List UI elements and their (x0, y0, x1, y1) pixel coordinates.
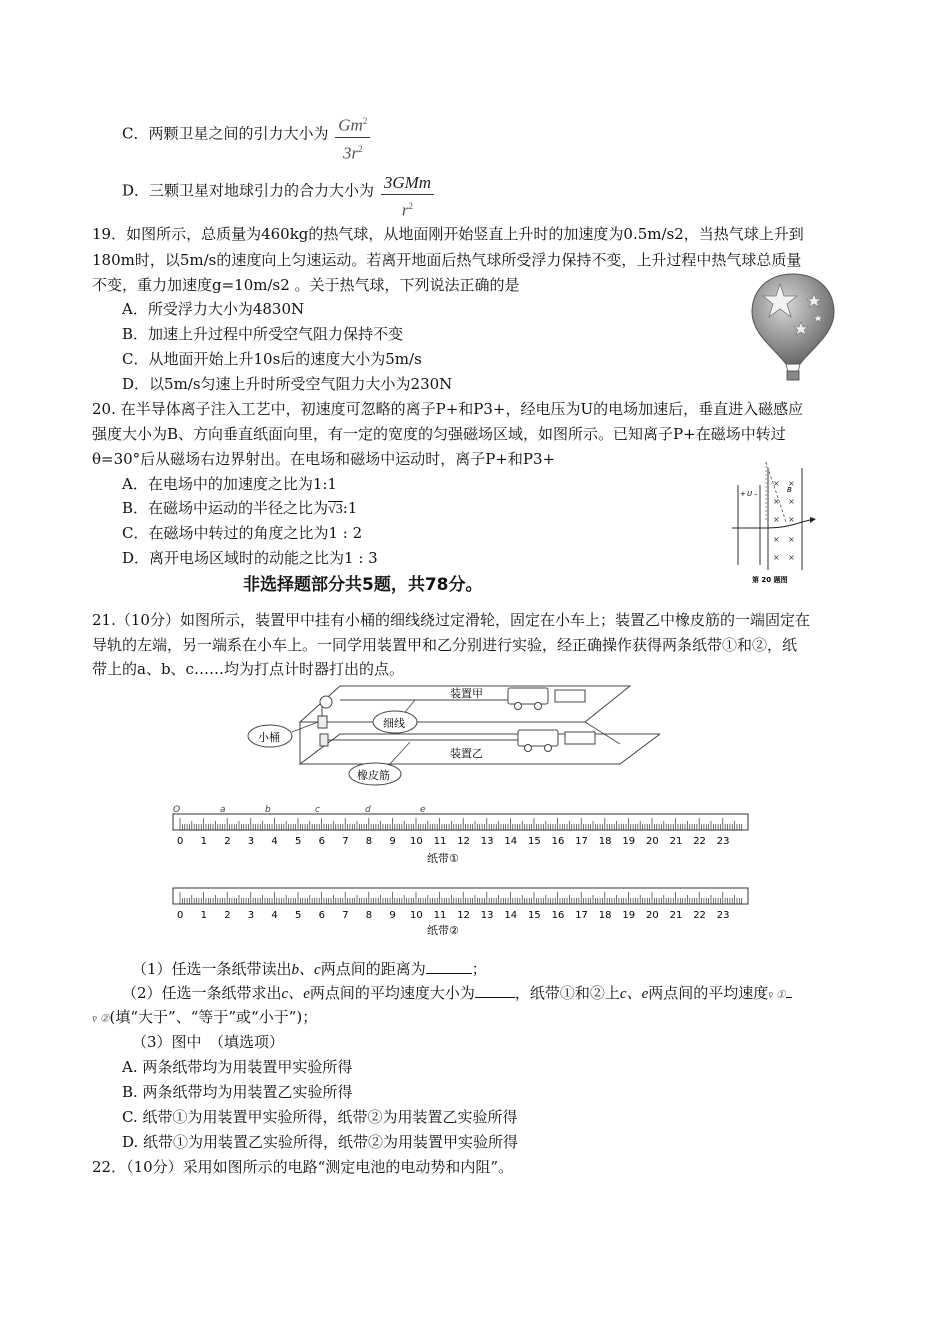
q21-line-3: 带上的a、b、c……均为打点计时器打出的点。 (92, 660, 404, 678)
ruler-number: 19 (622, 910, 636, 921)
ruler-number: 7 (342, 910, 349, 921)
ruler-number: 11 (433, 910, 447, 921)
ruler-number: 8 (365, 910, 373, 921)
ruler-number: 13 (480, 910, 494, 921)
ruler-number: 5 (295, 836, 302, 847)
label-device-a: 装置甲 (450, 687, 483, 700)
ruler-number: 0 (177, 910, 184, 921)
ruler-number: 14 (504, 910, 518, 921)
q21-apparatus-figure (240, 682, 660, 790)
svg-text:×: × (788, 515, 795, 524)
label-device-b: 装置乙 (450, 747, 483, 760)
q18-option-d-fraction (381, 172, 434, 222)
q18-c-num-exp: 2 (362, 116, 368, 126)
ruler-number: 3 (247, 836, 255, 847)
q20-option-c: C．在磁场中转过的角度之比为1 : 2 (122, 524, 363, 542)
q18-c-den-exp: 2 (358, 143, 363, 154)
ruler-number: 8 (365, 836, 373, 847)
q21-sub2-vars2: c、e (619, 986, 649, 1002)
label-bucket: 小桶 (258, 731, 280, 744)
ruler-number: 1 (200, 910, 207, 921)
q19-line-3: 不变，重力加速度g=10m/s2 。关于热气球，下列说法正确的是 (92, 276, 520, 294)
q22-line-1: 22．（10分）采用如图所示的电路“测定电池的电动势和内阻”。 (92, 1158, 514, 1176)
tape-point-label: a (220, 805, 226, 815)
ruler-number: 21 (669, 910, 683, 921)
q19-option-a: A．所受浮力大小为4830N (122, 300, 305, 318)
balloon-envelope (752, 274, 834, 364)
ruler-number: 7 (342, 836, 349, 847)
cart-b-icon (518, 730, 558, 746)
q20-option-a: A．在电场中的加速度之比为1:1 (122, 475, 337, 493)
ruler-number: 6 (318, 910, 325, 921)
q18-c-numerator: Gm (338, 115, 363, 135)
svg-text:×: × (773, 553, 780, 562)
ruler-number: 15 (528, 910, 541, 921)
q20-field-figure (730, 460, 835, 585)
q21-sub2-pre: （2）任选一条纸带求出 (122, 984, 282, 1002)
q18-d-numerator: 3GMm (383, 173, 432, 192)
tape-point-label: b (265, 805, 271, 815)
ruler-number: 21 (669, 836, 683, 847)
ruler-number: 20 (646, 836, 659, 847)
q20-fig-u-label: U (747, 490, 753, 498)
section-heading: 非选择题部分共5题，共78分。 (243, 575, 483, 595)
q21-option-c: C. 纸带①为用装置甲实验所得，纸带②为用装置乙实验所得 (122, 1108, 518, 1126)
q18-option-c-text: C．两颗卫星之间的引力大小为 (122, 124, 329, 143)
ruler-number: 6 (318, 836, 325, 847)
bucket-icon (318, 716, 327, 728)
label-thread: 细线 (383, 717, 405, 730)
ruler-number: 12 (457, 836, 470, 847)
q18-option-d (122, 172, 434, 222)
ruler-number: 5 (295, 910, 302, 921)
answer-blank-3[interactable] (786, 983, 792, 998)
ruler-1-numbers (177, 836, 730, 847)
q21-option-a: A. 两条纸带均为用装置甲实验所得 (122, 1058, 353, 1076)
ruler-number: 2 (224, 910, 231, 921)
ruler-number: 16 (551, 910, 565, 921)
q20-fig-b-label: B (787, 486, 792, 494)
q20-fig-plus: + (740, 490, 746, 498)
tape-1-label: 纸带① (427, 852, 459, 865)
ruler-number: 22 (693, 910, 706, 921)
tape-2-label: 纸带② (427, 924, 459, 937)
answer-blank-2[interactable] (475, 983, 515, 998)
q21-sub1-vars: b、c (291, 962, 321, 978)
ruler-number: 17 (575, 836, 588, 847)
q21-sub2-mid2: ，纸带①和②上 (514, 984, 620, 1002)
svg-text:×: × (788, 497, 795, 506)
ruler-number: 19 (622, 836, 636, 847)
q20-option-b-text: B．在磁场中运动的半径之比为 (122, 499, 329, 517)
svg-text:×: × (788, 479, 795, 488)
q21-sub2-mid: 两点间的平均速度大小为 (309, 984, 475, 1002)
q19-line-2: 180m时，以5m/s的速度向上匀速运动。若离开地面后热气球所受浮力保持不变，上升过程中热气球总质量 (92, 251, 802, 269)
cart-a-icon (508, 688, 548, 704)
paper-tapes-figure (165, 800, 765, 945)
q21-sub2-v1: v̄ ① (768, 989, 786, 1001)
ruler-number: 1 (200, 836, 207, 847)
ruler-number: 15 (528, 836, 541, 847)
q18-option-d-text: D．三颗卫星对地球引力的合力大小为 (122, 181, 375, 200)
ruler-number: 18 (598, 910, 612, 921)
timer-a-icon (555, 690, 585, 702)
q21-line-2: 导轨的左端，另一端系在小车上。一同学用装置甲和乙分别进行实验，经正确操作获得两条纸带①和②，纸 (92, 636, 798, 654)
svg-text:×: × (788, 535, 795, 544)
hot-air-balloon-figure (748, 272, 838, 384)
q21-sub2-vars: c、e (281, 986, 310, 1002)
ruler-number: 10 (410, 836, 423, 847)
ruler-number: 23 (716, 910, 730, 921)
timer-b-icon (565, 732, 595, 744)
q21-sub2-v2: v̄ ② (92, 1013, 110, 1025)
ruler-number: 13 (480, 836, 494, 847)
ruler-number: 4 (271, 910, 278, 921)
ruler-number: 17 (575, 910, 588, 921)
q21-option-d: D. 纸带①为用装置乙实验所得，纸带②为用装置甲实验所得 (122, 1133, 519, 1151)
label-rubber: 橡皮筋 (357, 769, 390, 782)
ruler-number: 22 (693, 836, 706, 847)
tape-point-label: c (315, 805, 320, 815)
q20-option-b (122, 496, 357, 522)
q21-sub-3: （3）图中 （填选项） (132, 1033, 285, 1051)
q21-sub2-post: 两点间的平均速度 (648, 984, 769, 1002)
q18-d-denominator: r (401, 200, 409, 220)
q21-sub1-post: 两点间的距离为 (320, 960, 426, 978)
ruler-number: 18 (598, 836, 612, 847)
ruler-number: 2 (224, 836, 231, 847)
answer-blank-1[interactable] (426, 959, 472, 974)
ruler-number: 12 (457, 910, 470, 921)
q21-sub-2 (122, 981, 792, 1007)
ruler-number: 0 (177, 836, 184, 847)
tape-point-label: e (420, 805, 426, 815)
q20-fig-caption: 第 20 题图 (752, 576, 788, 584)
svg-text:×: × (773, 515, 780, 524)
q20-option-b-ratio: :1 (342, 499, 358, 517)
q20-line-3: θ=30°后从磁场右边界射出。在电场和磁场中运动时，离子P+和P3+ (92, 450, 556, 468)
tape-point-label: O (173, 805, 181, 815)
q21-sub-1 (132, 957, 487, 982)
q18-option-c (122, 110, 370, 164)
ruler-number: 20 (646, 910, 659, 921)
q18-d-den-exp: 2 (408, 201, 413, 211)
q19-option-b: B．加速上升过程中所受空气阻力保持不变 (122, 325, 404, 343)
svg-text:×: × (788, 553, 795, 562)
ruler-number: 3 (247, 910, 255, 921)
q18-option-c-fraction (335, 110, 370, 164)
ruler-number: 16 (551, 836, 565, 847)
balloon-basket (787, 371, 799, 380)
q21-sub-2-cont (92, 1005, 317, 1031)
ruler-number: 10 (410, 910, 423, 921)
q18-c-denominator: 3r (342, 143, 359, 163)
q20-option-d: D．离开电场区域时的动能之比为1 : 3 (122, 549, 378, 567)
q21-sub1-pre: （1）任选一条纸带读出 (132, 960, 292, 978)
q20-line-2: 强度大小为B、方向垂直纸面向里，有一定的宽度的匀强磁场区域，如图所示。已知离子P+在磁场中转过 (92, 425, 786, 443)
svg-text:×: × (773, 479, 780, 488)
ruler-number: 14 (504, 836, 518, 847)
svg-text:×: × (773, 497, 780, 506)
ruler-number: 9 (389, 910, 396, 921)
q21-sub1-end: ； (471, 960, 487, 978)
q20-fig-minus: – (754, 490, 758, 498)
q21-option-b: B. 两条纸带均为用装置乙实验所得 (122, 1083, 353, 1101)
ruler-number: 11 (433, 836, 447, 847)
ruler-number: 23 (716, 836, 730, 847)
tape-point-label: d (365, 805, 371, 815)
q19-line-1: 19．如图所示，总质量为460kg的热气球，从地面刚开始竖直上升时的加速度为0.5m/s2，当热气球上升到 (92, 225, 804, 243)
q21-sub2-fill: (填“大于”、“等于”或“小于”)； (109, 1008, 318, 1026)
ruler-number: 4 (271, 836, 278, 847)
q19-option-c: C．从地面开始上升10s后的速度大小为5m/s (122, 350, 422, 368)
ruler-number: 9 (389, 836, 396, 847)
q19-option-d: D．以5m/s匀速上升时所受空气阻力大小为230N (122, 375, 453, 393)
q20-option-b-sqrt: √3 (328, 502, 343, 517)
svg-text:×: × (773, 535, 780, 544)
q21-line-1: 21.（10分）如图所示，装置甲中挂有小桶的细线绕过定滑轮，固定在小车上；装置乙中橡皮筋的一端固定在 (92, 611, 810, 629)
ruler-2-numbers (177, 910, 730, 921)
q20-line-1: 20. 在半导体离子注入工艺中，初速度可忽略的离子P+和P3+，经电压为U的电场加速后，垂直进入磁感应 (92, 400, 804, 418)
